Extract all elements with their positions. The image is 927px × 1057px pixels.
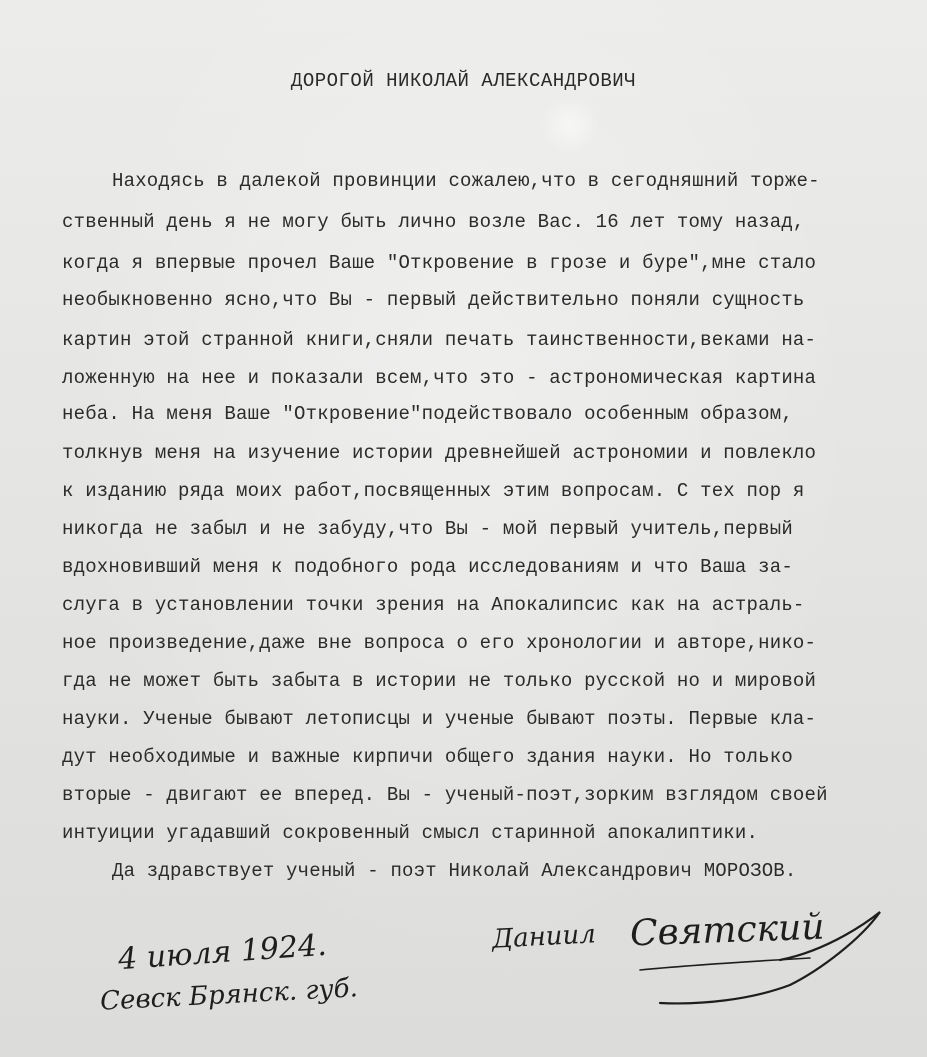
signature-first-name: Даниил <box>491 919 597 955</box>
letter-line: ложенную на нее и показали всем,что это - астрономическая картина <box>62 367 817 389</box>
letter-line: гда не может быть забыта в истории не только русской но и мировой <box>62 670 817 692</box>
letter-line: никогда не забыл и не забуду,что Вы - мой первый учитель,первый <box>62 518 793 540</box>
letter-line: Находясь в далекой провинции сожалею,что в сегодняшний торже- <box>112 170 820 192</box>
signature-surname: Святский <box>629 906 826 955</box>
letter-line: когда я впервые прочел Ваше "Откровение в грозе и буре",мне стало <box>62 252 817 274</box>
letter-line: необыкновенно ясно,что Вы - первый действительно поняли сущность <box>62 289 805 311</box>
handwritten-place: Севск Брянск. губ. <box>99 973 359 1017</box>
letter-line: Да здравствует ученый - поэт Николай Александрович МОРОЗОВ. <box>112 860 797 882</box>
letter-line: толкнув меня на изучение истории древнейшей астрономии и повлекло <box>62 442 817 464</box>
signature <box>480 900 900 1010</box>
letter-line: неба. На меня Ваше "Откровение"подействовало особенным образом, <box>62 403 793 425</box>
letter-line: вторые - двигают ее вперед. Вы - ученый-поэт,зорким взглядом своей <box>62 784 828 806</box>
letter-heading: ДОРОГОЙ НИКОЛАЙ АЛЕКСАНДРОВИЧ <box>290 70 637 92</box>
signature-flourish <box>480 900 900 1010</box>
letter-line: слуга в установлении точки зрения на Апокалипсис как на астраль- <box>62 594 805 616</box>
letter-line: науки. Ученые бывают летописцы и ученые бывают поэты. Первые кла- <box>62 708 817 730</box>
letter-line: к изданию ряда моих работ,посвященных этим вопросам. С тех пор я <box>62 480 805 502</box>
letter-line: ное произведение,даже вне вопроса о его хронологии и авторе,нико- <box>62 632 817 654</box>
letter-line: картин этой странной книги,сняли печать таинственности,веками на- <box>62 329 817 351</box>
letter-line: ственный день я не могу быть лично возле Вас. 16 лет тому назад, <box>62 211 805 233</box>
letter-line: дут необходимые и важные кирпичи общего здания науки. Но только <box>62 746 793 768</box>
letter-line: интуиции угадавший сокровенный смысл старинной апокалиптики. <box>62 822 759 844</box>
handwritten-date: 4 июля 1924. <box>117 927 328 978</box>
letter-line: вдохновивший меня к подобного рода исследованиям и что Ваша за- <box>62 556 793 578</box>
